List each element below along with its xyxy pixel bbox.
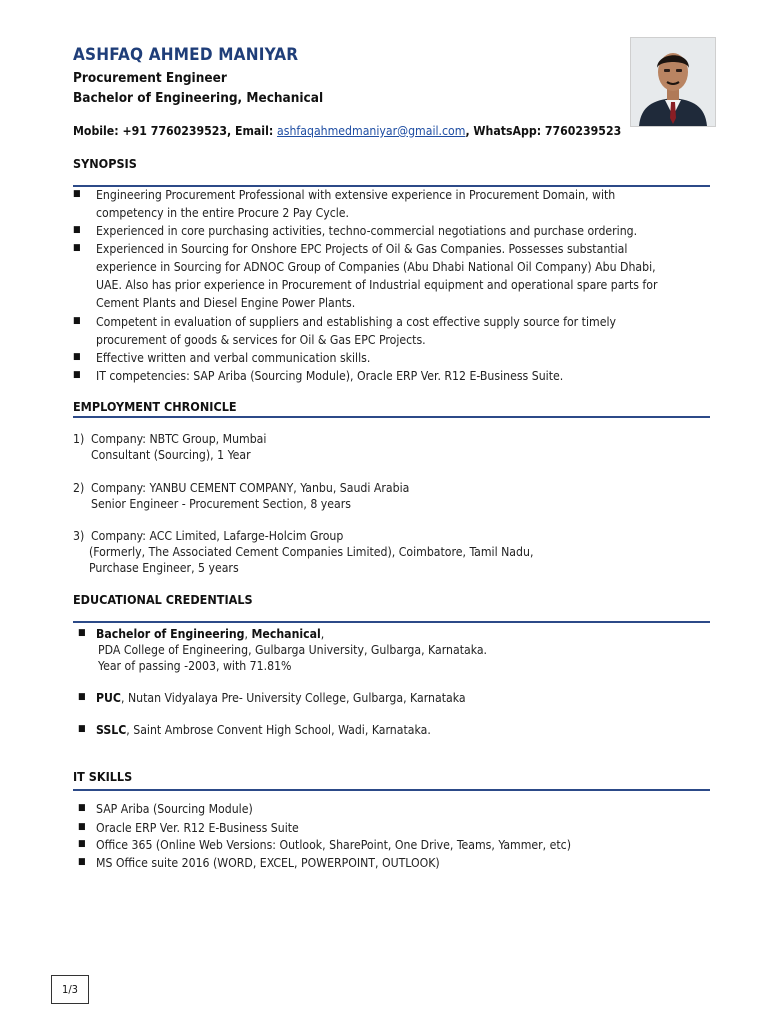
list-item: SAP Ariba (Sourcing Module) xyxy=(96,802,253,816)
list-item: Oracle ERP Ver. R12 E-Business Suite xyxy=(96,821,299,835)
list-item: procurement of goods & services for Oil & Gas EPC Projects. xyxy=(96,333,426,347)
bullet-icon: ■ xyxy=(78,803,86,813)
bullet-icon: ■ xyxy=(78,692,86,702)
email-label: , Email: xyxy=(227,124,278,138)
education-year: Year of passing -2003, with 71.81% xyxy=(98,659,292,673)
education-heading: EDUCATIONAL CREDENTIALS xyxy=(73,592,253,607)
page-number: 1/3 xyxy=(51,975,89,1004)
bullet-icon: ■ xyxy=(78,839,86,849)
sslc-detail: , Saint Ambrose Convent High School, Wadi, Karnataka. xyxy=(126,723,431,737)
degree-separator: , xyxy=(244,627,252,641)
employment-company: Company: YANBU CEMENT COMPANY, Yanbu, Saudi Arabia xyxy=(91,481,410,495)
synopsis-heading: SYNOPSIS xyxy=(73,156,137,171)
section-divider xyxy=(73,416,710,418)
employment-number: 3) xyxy=(73,529,85,543)
bullet-icon: ■ xyxy=(78,822,86,832)
bullet-icon: ■ xyxy=(73,225,81,235)
employment-number: 2) xyxy=(73,481,85,495)
degree-branch: Mechanical xyxy=(246,90,324,106)
employment-role: Purchase Engineer, 5 years xyxy=(89,561,239,575)
degree-name: Bachelor of Engineering xyxy=(96,627,245,641)
list-item: experience in Sourcing for ADNOC Group of Companies (Abu Dhabi National Oil Company) Abu Dhabi, xyxy=(96,260,656,274)
it-skills-heading: IT SKILLS xyxy=(73,769,133,784)
employment-number: 1) xyxy=(73,432,85,446)
list-item: UAE. Also has prior experience in Procurement of Industrial equipment and operational spare parts for xyxy=(96,278,658,292)
bullet-icon: ■ xyxy=(73,370,81,380)
employment-company: Company: ACC Limited, Lafarge-Holcim Group xyxy=(91,529,344,543)
list-item: Office 365 (Online Web Versions: Outlook, SharePoint, One Drive, Teams, Yammer, etc) xyxy=(96,838,571,852)
whatsapp-label: , WhatsApp: xyxy=(465,124,545,138)
section-divider xyxy=(73,789,710,791)
degree-trail: , xyxy=(320,627,325,641)
profile-photo xyxy=(630,37,716,127)
mobile-label: Mobile: xyxy=(73,124,123,138)
employment-detail: (Formerly, The Associated Cement Companies Limited), Coimbatore, Tamil Nadu, xyxy=(89,545,534,559)
degree-branch: Mechanical xyxy=(251,627,321,641)
list-item: Effective written and verbal communication skills. xyxy=(96,351,371,365)
bullet-icon: ■ xyxy=(73,189,81,199)
degree-line xyxy=(73,90,323,106)
list-item: competency in the entire Procure 2 Pay Cycle. xyxy=(96,206,350,220)
bullet-icon: ■ xyxy=(78,857,86,867)
list-item: Experienced in Sourcing for Onshore EPC Projects of Oil & Gas Companies. Possesses substantial xyxy=(96,242,628,256)
puc-detail: , Nutan Vidyalaya Pre- University College, Gulbarga, Karnataka xyxy=(120,691,466,705)
bullet-icon: ■ xyxy=(78,628,86,638)
education-sslc xyxy=(96,721,431,739)
bullet-icon: ■ xyxy=(73,352,81,362)
bullet-icon: ■ xyxy=(73,243,81,253)
employment-role: Senior Engineer - Procurement Section, 8 years xyxy=(91,497,351,511)
mobile-number: +91 7760239523 xyxy=(122,124,228,138)
degree-main: Bachelor of Engineering xyxy=(73,90,238,106)
list-item: Engineering Procurement Professional with extensive experience in Procurement Domain, with xyxy=(96,188,616,202)
section-divider xyxy=(73,621,710,623)
email-link[interactable]: ashfaqahmedmaniyar@gmail.com xyxy=(277,124,466,138)
list-item: Competent in evaluation of suppliers and establishing a cost effective supply source for timely xyxy=(96,315,616,329)
bullet-icon: ■ xyxy=(78,724,86,734)
degree-separator: , xyxy=(237,90,247,106)
candidate-name: ASHFAQ AHMED MANIYAR xyxy=(73,45,299,65)
puc-label: PUC xyxy=(96,691,121,705)
list-item: Experienced in core purchasing activities, techno-commercial negotiations and purchase ordering. xyxy=(96,224,638,238)
list-item: Cement Plants and Diesel Engine Power Plants. xyxy=(96,296,356,310)
sslc-label: SSLC xyxy=(96,723,127,737)
bullet-icon: ■ xyxy=(73,316,81,326)
person-portrait-icon xyxy=(631,38,715,126)
employment-role: Consultant (Sourcing), 1 Year xyxy=(91,448,251,462)
whatsapp-number: 7760239523 xyxy=(544,124,622,138)
education-college: PDA College of Engineering, Gulbarga University, Gulbarga, Karnataka. xyxy=(98,643,488,657)
list-item: MS Office suite 2016 (WORD, EXCEL, POWERPOINT, OUTLOOK) xyxy=(96,856,440,870)
list-item: IT competencies: SAP Ariba (Sourcing Module), Oracle ERP Ver. R12 E-Business Suite. xyxy=(96,369,564,383)
contact-line xyxy=(73,124,621,138)
education-puc xyxy=(96,689,466,707)
employment-heading: EMPLOYMENT CHRONICLE xyxy=(73,399,237,414)
employment-company: Company: NBTC Group, Mumbai xyxy=(91,432,267,446)
job-title: Procurement Engineer xyxy=(73,70,227,86)
